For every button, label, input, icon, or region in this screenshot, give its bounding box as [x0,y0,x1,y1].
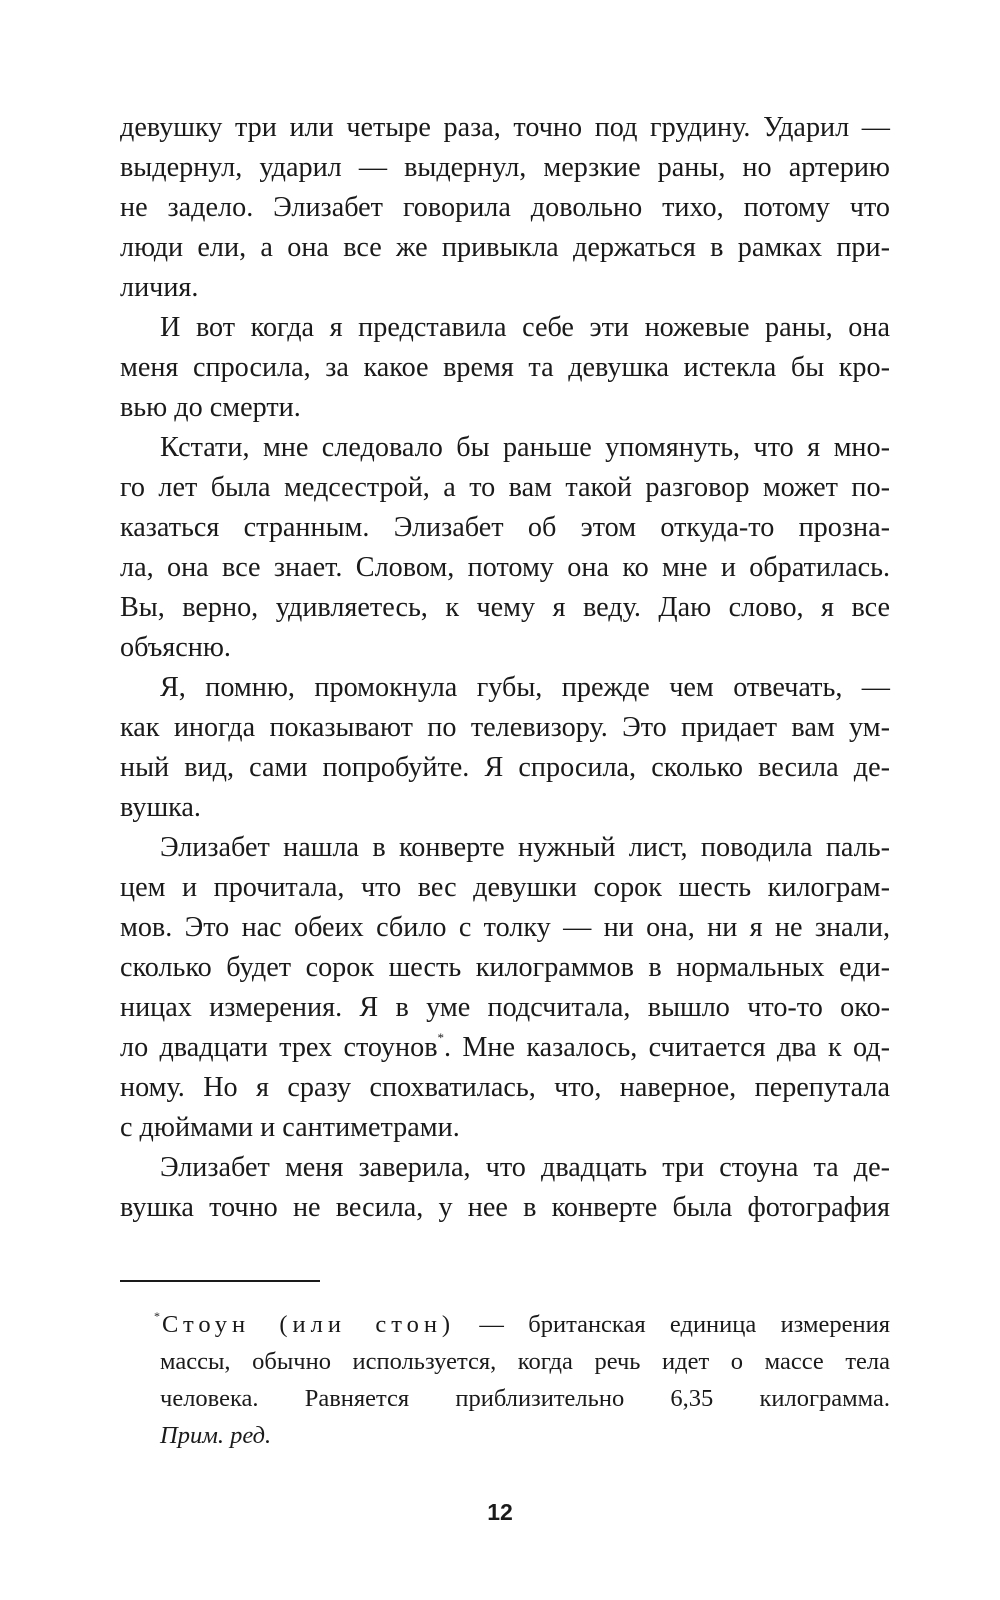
footnote-mark: * [154,1309,160,1323]
text-line: Вы, верно, удивляетесь, к чему я веду. Даю слово, я все [120,592,890,623]
text-line: объясню. [120,632,231,663]
text-line: вушка точно не весила, у нее в конверте была фотография [120,1192,890,1223]
footnote-reference[interactable]: * [437,1030,445,1045]
text-line: сколько будет сорок шесть килограммов в нормальных еди- [120,952,890,983]
page-number: 12 [487,1499,513,1525]
footnote [154,1306,891,1454]
footnote-term: Стоун (или стон) [162,1311,456,1338]
text-fragment: ло двадцати трех стоунов [120,1032,438,1063]
text-line: как иногда показывают по телевизору. Это придает вам ум- [120,712,890,743]
footnote-line: массы, обычно используется, когда речь идет о массе тела [160,1348,890,1375]
main-text [120,108,890,1228]
text-line: ницах измерения. Я в уме подсчитала, вышло что-то око- [120,992,890,1023]
text-line: не задело. Элизабет говорила довольно тихо, потому что [120,192,890,223]
text-line-with-footnote-ref [120,1028,890,1068]
text-line: люди ели, а она все же привыкла держаться в рамках при- [120,232,890,263]
editor-note: Прим. ред. [160,1422,272,1449]
footnote-divider [120,1280,320,1282]
text-line: Элизабет меня заверила, что двадцать три стоуна та де- [160,1152,890,1183]
text-line: ла, она все знает. Словом, потому она ко мне и обратилась. [120,552,890,583]
text-line: ный вид, сами попробуйте. Я спросила, сколько весила де- [120,752,890,783]
text-fragment: . Мне казалось, считается два к од- [444,1032,890,1063]
text-line: цем и прочитала, что вес девушки сорок шесть килограм- [120,872,890,903]
text-line: личия. [120,272,199,303]
text-line: И вот когда я представила себе эти ножевые раны, она [160,312,890,343]
text-line: вью до смерти. [120,392,301,423]
text-line: казаться странным. Элизабет об этом откуда-то прозна- [120,512,890,543]
text-line: меня спросила, за какое время та девушка истекла бы кро- [120,352,890,383]
text-line: выдернул, ударил — выдернул, мерзкие раны, но артерию [120,152,890,183]
footnote-line: человека. Равняется приблизительно 6,35 килограмма. [160,1385,890,1412]
text-line: Элизабет нашла в конверте нужный лист, поводила паль- [160,832,890,863]
text-line: го лет была медсестрой, а то вам такой разговор может по- [120,472,890,503]
text-line: девушку три или четыре раза, точно под грудину. Ударил — [120,112,890,143]
text-line: ному. Но я сразу спохватилась, что, наверное, перепутала [120,1072,890,1103]
footnote-text: — британская единица измерения [455,1311,891,1338]
text-line: Кстати, мне следовало бы раньше упомянуть, что я мно- [160,432,890,463]
text-line: мов. Это нас обеих сбило с толку — ни она, ни я не знали, [120,912,890,943]
footnote-line [154,1306,890,1343]
text-line: с дюймами и сантиметрами. [120,1112,460,1143]
text-line: вушка. [120,792,201,823]
text-line: Я, помню, промокнула губы, прежде чем отвечать, — [160,672,890,703]
